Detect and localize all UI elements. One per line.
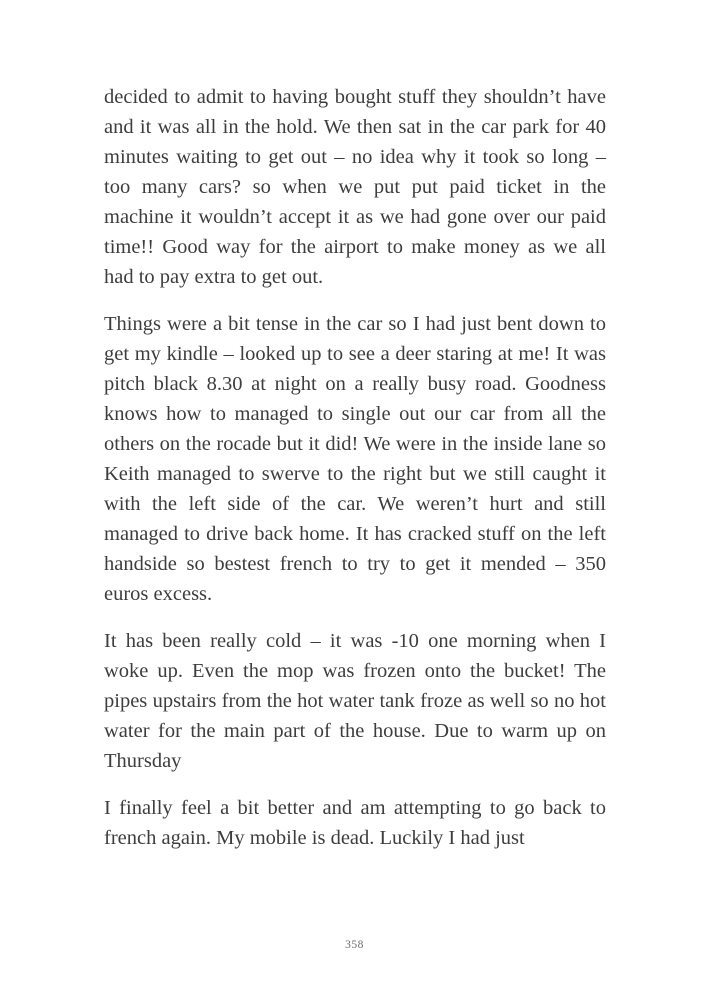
paragraph-airport: decided to admit to having bought stuff they shouldn’t have and it was all in the hold. We then sat in the car park for 40 minutes waiting to get out – no idea why it took so long – too many cars? so when we put put paid ticket in the machine it wouldn’t accept it as we had gone over our paid time!! Good way for the airport to make money as we all had to pay extra to get out. [104, 86, 606, 288]
paragraph-feeling-better: I finally feel a bit better and am attempting to go back to french again. My mobile is dead. Luckily I had just [104, 797, 606, 849]
paragraph-deer-accident: Things were a bit tense in the car so I had just bent down to get my kindle – looked up to see a deer staring at me! It was pitch black 8.30 at night on a really busy road. Goodness knows how to managed to single out our car from all the others on the rocade but it did! We were in the inside lane so Keith managed to swerve to the right but we still caught it with the left side of the car. We weren’t hurt and still managed to drive back home. It has cracked stuff on the left handside so bestest french to try to get it mended – 350 euros excess. [104, 313, 606, 605]
page-number: 358 [345, 939, 364, 951]
paragraph-cold-weather: It has been really cold – it was -10 one morning when I woke up. Even the mop was frozen onto the bucket! The pipes upstairs from the hot water tank froze as well so no hot water for the main part of the house. Due to warm up on Thursday [104, 630, 606, 772]
page-content [104, 82, 606, 870]
